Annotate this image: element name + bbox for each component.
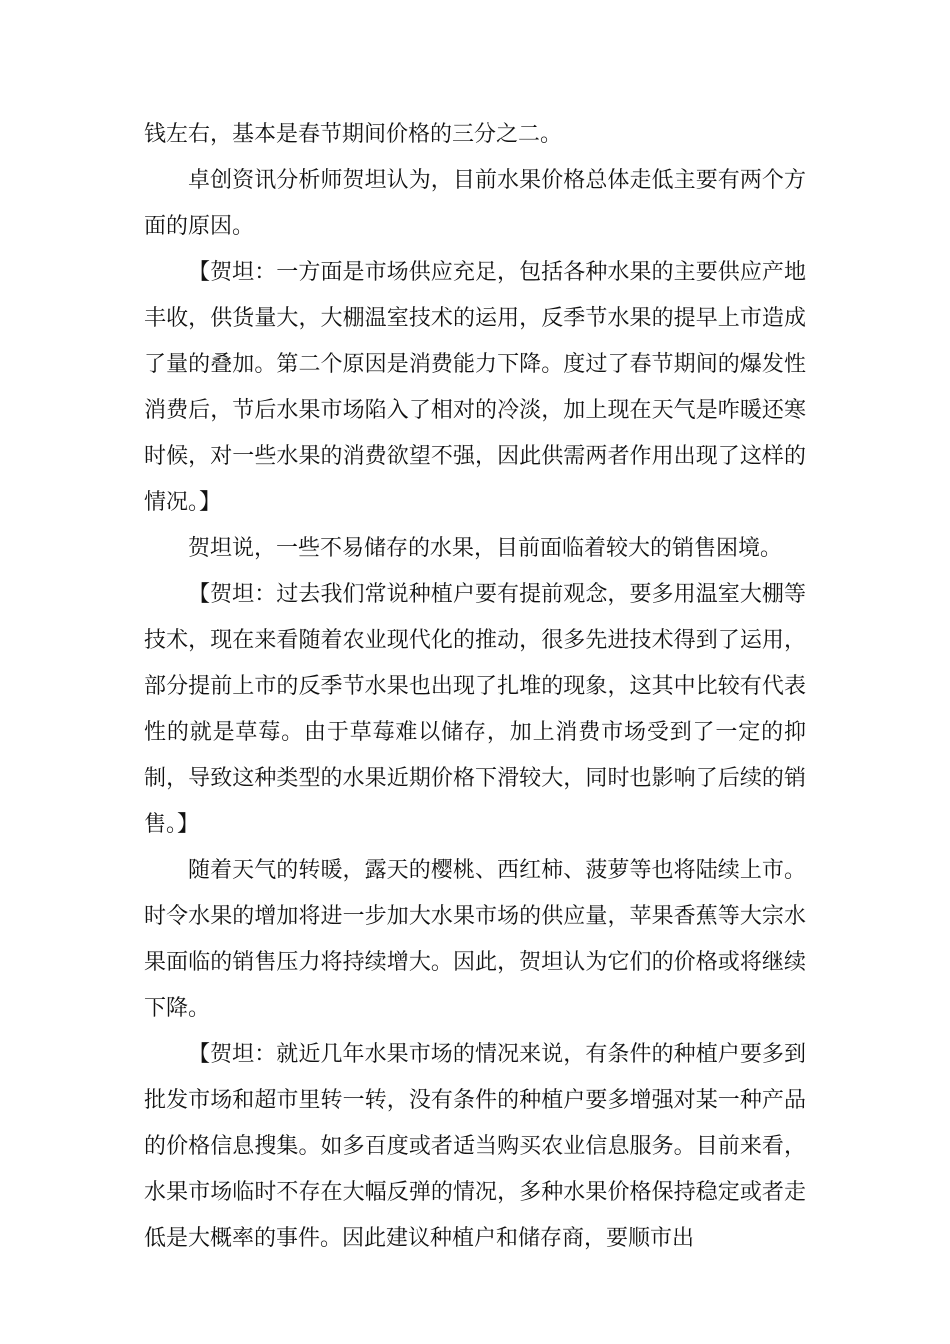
paragraph-4: 贺坦说，一些不易储存的水果，目前面临着较大的销售困境。 — [188, 536, 783, 561]
paragraph-2: 卓创资讯分析师贺坦认为，目前水果价格总体走低主要有两个方面的原因。 — [144, 168, 806, 239]
paragraph-6: 随着天气的转暖，露天的樱桃、西红柿、菠萝等也将陆续上市。时令水果的增加将进一步加大水果市场的供应量，苹果香蕉等大宗水果面临的销售压力将持续增大。因此，贺坦认为它们的价格或将继续下降。 — [144, 858, 806, 1021]
paragraph-1: 钱左右，基本是春节期间价格的三分之二。 — [144, 122, 563, 147]
paragraph-3: 【贺坦：一方面是市场供应充足，包括各种水果的主要供应产地丰收，供货量大，大棚温室技术的运用，反季节水果的提早上市造成了量的叠加。第二个原因是消费能力下降。度过了春节期间的爆发性消费后，节后水果市场陷入了相对的冷淡，加上现在天气是咋暖还寒时候，对一些水果的消费欲望不强，因此供需两者作用出现了这样的情况。】 — [144, 260, 806, 515]
paragraph-7: 【贺坦：就近几年水果市场的情况来说，有条件的种植户要多到批发市场和超市里转一转，没有条件的种植户要多增强对某一种产品的价格信息搜集。如多百度或者适当购买农业信息服务。目前来看，水果市场临时不存在大幅反弹的情况，多种水果价格保持稳定或者走低是大概率的事件。因此建议种植户和储存商，要顺市出 — [144, 1042, 806, 1251]
paragraph-5: 【贺坦：过去我们常说种植户要有提前观念，要多用温室大棚等技术，现在来看随着农业现代化的推动，很多先进技术得到了运用，部分提前上市的反季节水果也出现了扎堆的现象，这其中比较有代表性的就是草莓。由于草莓难以储存，加上消费市场受到了一定的抑制，导致这种类型的水果近期价格下滑较大，同时也影响了后续的销售。】 — [144, 582, 806, 837]
document-body — [144, 112, 806, 1262]
